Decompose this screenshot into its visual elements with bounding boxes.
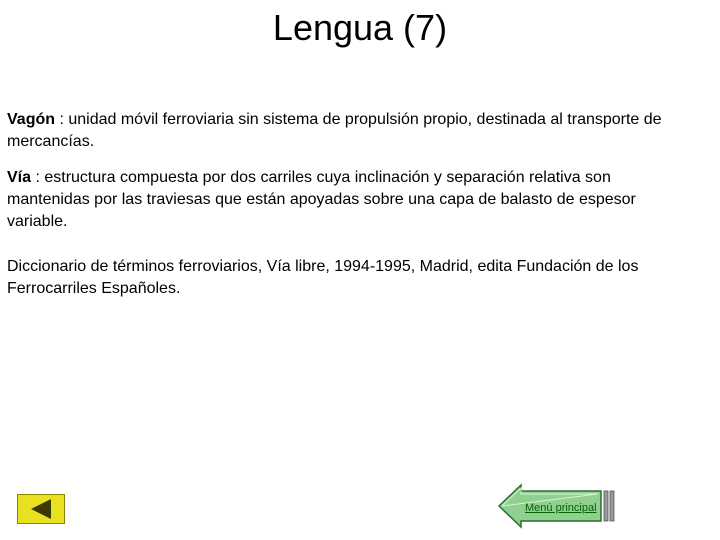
definition-via: [7, 167, 697, 233]
definition-vagon: [7, 109, 697, 153]
main-menu-button[interactable]: [497, 483, 617, 529]
definition-text: : estructura compuesta por dos carriles cuya inclinación y separación relativa son mantenidas por las traviesas que están apoyadas sobre una capa de balasto de espesor variable.: [7, 169, 636, 230]
definition-term: Vagón: [7, 111, 56, 128]
definition-term: Vía: [7, 169, 32, 186]
page-title: Lengua (7): [272, 7, 448, 48]
main-menu-link[interactable]: Menú principal: [525, 502, 597, 514]
left-arrow-icon: [31, 499, 51, 519]
definition-text: : unidad móvil ferroviaria sin sistema de propulsión propio, destinada al transporte de mercancías.: [7, 111, 662, 150]
content-area: [7, 109, 697, 300]
back-button[interactable]: [17, 494, 65, 524]
source-citation: Diccionario de términos ferroviarios, Vía libre, 1994-1995, Madrid, edita Fundación de los Ferrocarriles Españoles.: [7, 258, 639, 297]
